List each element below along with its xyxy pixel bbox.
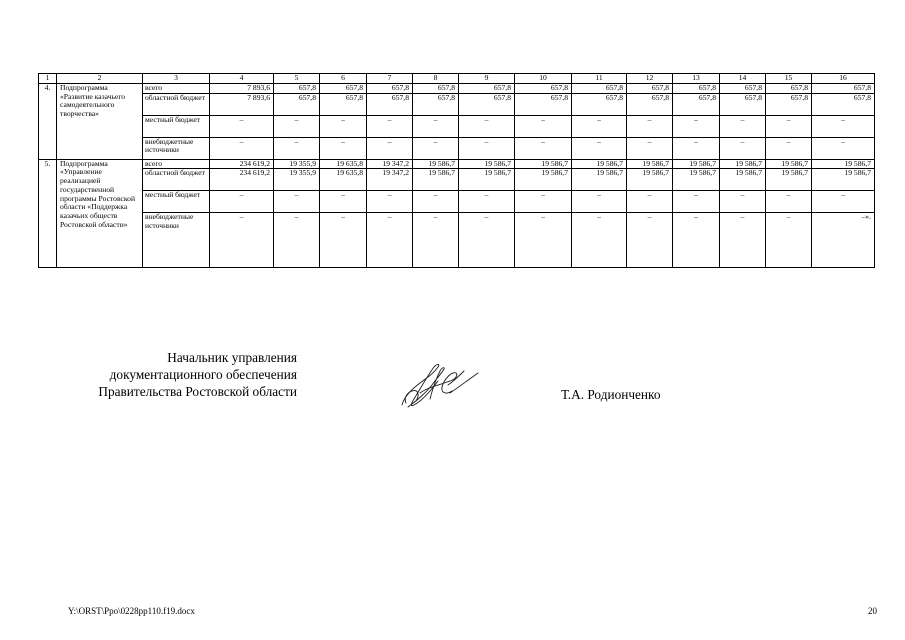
table-cell: – <box>673 191 720 213</box>
table-cell: – <box>210 115 274 137</box>
table-cell: – <box>320 191 367 213</box>
table-cell: – <box>320 137 367 159</box>
table-cell: – <box>515 213 572 268</box>
table-cell: – <box>413 137 459 159</box>
table-cell: 657,8 <box>367 84 413 94</box>
table-cell: – <box>720 213 766 268</box>
table-row <box>39 137 875 159</box>
table-row <box>39 169 875 191</box>
program-name: Подпрограмма «Управление реализацией государственной программы Ростовской области «Поддержка казачьих обществ Ростовской области» <box>57 159 143 268</box>
column-header: 1 <box>39 74 57 84</box>
funding-source: внебюджетные источники <box>143 137 210 159</box>
table-cell: – <box>673 213 720 268</box>
table-cell: 19 355,9 <box>274 169 320 191</box>
table-cell: – <box>367 191 413 213</box>
header-row <box>39 74 875 84</box>
table-cell: – <box>572 137 627 159</box>
signer-name: Т.А. Родионченко <box>561 387 661 402</box>
signatory-title-line: Правительства Ростовской области <box>98 384 297 399</box>
table-cell: 19 347,2 <box>367 169 413 191</box>
table-cell: 19 586,7 <box>812 169 875 191</box>
column-header: 3 <box>143 74 210 84</box>
column-header: 9 <box>459 74 515 84</box>
table-cell: 657,8 <box>459 93 515 115</box>
table-cell: – <box>459 137 515 159</box>
column-header: 14 <box>720 74 766 84</box>
table-cell: 19 635,8 <box>320 169 367 191</box>
table-row <box>39 191 875 213</box>
column-header: 16 <box>812 74 875 84</box>
table-cell: – <box>274 137 320 159</box>
table-cell: – <box>627 191 673 213</box>
table-cell: 19 347,2 <box>367 159 413 169</box>
column-header: 4 <box>210 74 274 84</box>
table-cell: – <box>413 213 459 268</box>
table-cell: – <box>320 213 367 268</box>
table-cell: 19 586,7 <box>627 159 673 169</box>
signatory-title-line: Начальник управления <box>167 350 297 365</box>
program-name: Подпрограмма «Развитие казачьего самодеятельного творчества» <box>57 84 143 160</box>
table-cell: 657,8 <box>720 93 766 115</box>
table-cell: 19 586,7 <box>812 159 875 169</box>
table-cell: 19 586,7 <box>572 169 627 191</box>
page-number: 20 <box>868 606 877 616</box>
table-cell: – <box>367 213 413 268</box>
signatory-title <box>62 349 297 400</box>
table-cell: 19 586,7 <box>627 169 673 191</box>
table-cell: 19 586,7 <box>720 159 766 169</box>
table-cell: 19 586,7 <box>515 159 572 169</box>
table-cell: 19 586,7 <box>766 159 812 169</box>
table-cell: 657,8 <box>320 93 367 115</box>
funding-source: всего <box>143 159 210 169</box>
table-cell: – <box>673 115 720 137</box>
column-header: 11 <box>572 74 627 84</box>
table-cell: 657,8 <box>673 93 720 115</box>
footer-file-path: Y:\ORST\Ppo\0228pp110.f19.docx <box>68 606 195 616</box>
table-cell: – <box>459 213 515 268</box>
table-cell: – <box>515 191 572 213</box>
funding-source: местный бюджет <box>143 115 210 137</box>
column-header: 8 <box>413 74 459 84</box>
funding-source: областной бюджет <box>143 93 210 115</box>
column-header: 6 <box>320 74 367 84</box>
column-header: 5 <box>274 74 320 84</box>
column-header: 10 <box>515 74 572 84</box>
table-cell: 657,8 <box>572 84 627 94</box>
table-cell: – <box>627 213 673 268</box>
table-cell: 657,8 <box>274 84 320 94</box>
table-cell: 657,8 <box>766 93 812 115</box>
table-cell: – <box>572 213 627 268</box>
table-row <box>39 115 875 137</box>
table-cell: – <box>515 137 572 159</box>
table-cell: 657,8 <box>413 93 459 115</box>
table-cell: 657,8 <box>812 84 875 94</box>
table-row <box>39 93 875 115</box>
table-cell: – <box>572 191 627 213</box>
table-cell: – <box>413 191 459 213</box>
table-cell: 657,8 <box>320 84 367 94</box>
column-header: 15 <box>766 74 812 84</box>
table-cell: – <box>459 115 515 137</box>
table-cell: 7 893,6 <box>210 84 274 94</box>
table-cell: 657,8 <box>673 84 720 94</box>
table-cell: – <box>274 213 320 268</box>
table-cell: 657,8 <box>413 84 459 94</box>
table-cell: 19 586,7 <box>720 169 766 191</box>
table-cell: 657,8 <box>515 93 572 115</box>
table-cell: 19 586,7 <box>413 159 459 169</box>
table-cell: – <box>210 191 274 213</box>
table-cell: 19 355,9 <box>274 159 320 169</box>
table-cell: 7 893,6 <box>210 93 274 115</box>
table-cell: 234 619,2 <box>210 159 274 169</box>
table-cell: – <box>812 137 875 159</box>
table-cell: – <box>274 115 320 137</box>
table-cell: 657,8 <box>367 93 413 115</box>
funding-source: внебюджетные источники <box>143 213 210 268</box>
table-cell: 234 619,2 <box>210 169 274 191</box>
table-cell: – <box>673 137 720 159</box>
column-header: 7 <box>367 74 413 84</box>
table-cell: – <box>627 137 673 159</box>
table-cell: 657,8 <box>274 93 320 115</box>
table-cell: 19 586,7 <box>413 169 459 191</box>
table-cell: – <box>812 191 875 213</box>
table-cell: – <box>274 191 320 213</box>
table-cell: 657,8 <box>720 84 766 94</box>
budget-table <box>38 73 875 268</box>
table-cell: 657,8 <box>515 84 572 94</box>
table-cell: 657,8 <box>812 93 875 115</box>
table-cell: 657,8 <box>766 84 812 94</box>
table-cell: – <box>515 115 572 137</box>
table-cell: – <box>210 137 274 159</box>
table-cell: – <box>766 137 812 159</box>
table-cell: 19 586,7 <box>572 159 627 169</box>
table-cell: – <box>720 137 766 159</box>
funding-source: местный бюджет <box>143 191 210 213</box>
table-cell: – <box>766 213 812 268</box>
table-cell: – <box>210 213 274 268</box>
column-header: 2 <box>57 74 143 84</box>
table-cell: 19 586,7 <box>766 169 812 191</box>
table-cell: –». <box>812 213 875 268</box>
funding-source: всего <box>143 84 210 94</box>
table-cell: 657,8 <box>627 84 673 94</box>
table-cell: 19 635,8 <box>320 159 367 169</box>
column-header: 13 <box>673 74 720 84</box>
table-row <box>39 84 875 94</box>
table-cell: – <box>766 191 812 213</box>
table-cell: 657,8 <box>459 84 515 94</box>
table-cell: 19 586,7 <box>459 169 515 191</box>
table-cell: 657,8 <box>627 93 673 115</box>
table-cell: 19 586,7 <box>673 169 720 191</box>
table-cell: – <box>720 115 766 137</box>
table-cell: – <box>320 115 367 137</box>
funding-source: областной бюджет <box>143 169 210 191</box>
table-cell: 657,8 <box>572 93 627 115</box>
table-cell: 19 586,7 <box>673 159 720 169</box>
row-index: 5. <box>39 159 57 268</box>
table-cell: – <box>572 115 627 137</box>
table-row <box>39 213 875 268</box>
row-index: 4. <box>39 84 57 160</box>
handwritten-signature <box>398 355 482 411</box>
table-cell: – <box>627 115 673 137</box>
signatory-title-line: документационного обеспечения <box>109 367 297 382</box>
table-cell: – <box>367 137 413 159</box>
table-cell: – <box>367 115 413 137</box>
table-cell: – <box>812 115 875 137</box>
table-cell: – <box>413 115 459 137</box>
table-cell: – <box>459 191 515 213</box>
table-cell: 19 586,7 <box>459 159 515 169</box>
column-header: 12 <box>627 74 673 84</box>
table-cell: – <box>766 115 812 137</box>
table-cell: – <box>720 191 766 213</box>
table-cell: 19 586,7 <box>515 169 572 191</box>
